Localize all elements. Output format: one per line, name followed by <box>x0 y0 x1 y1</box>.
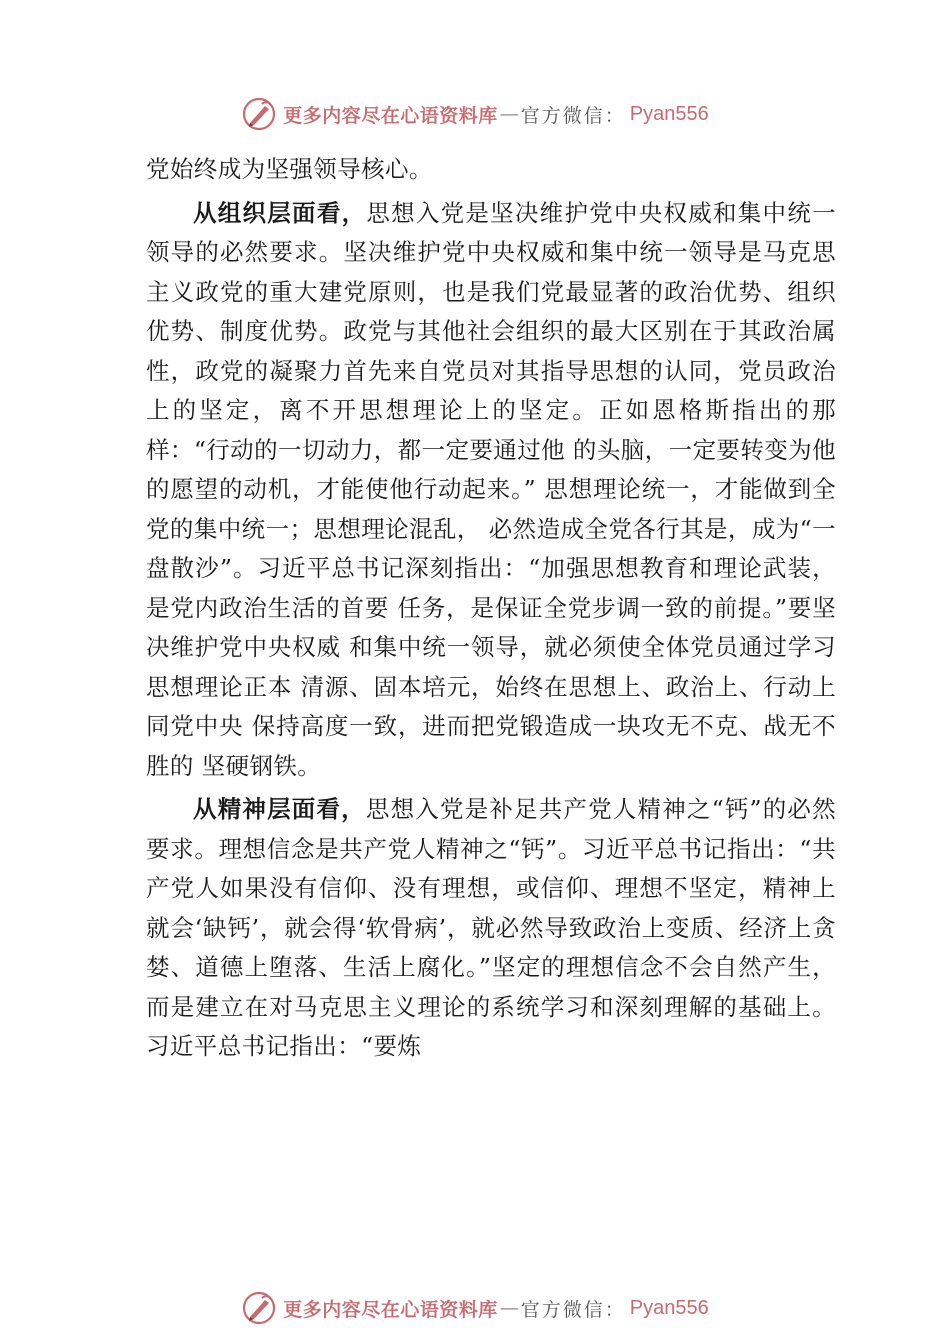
watermark-wechat-label: 官方微信： <box>520 1298 626 1321</box>
continuation-paragraph: 党始终成为坚强领导核心。 <box>146 155 433 183</box>
section-paragraph-organization <box>146 194 836 787</box>
watermark-wechat-id: Pyan556 <box>629 1296 709 1319</box>
watermark-wechat-label: 官方微信： <box>520 104 626 127</box>
watermark-dash: — <box>499 1297 519 1319</box>
watermark-brand: 更多内容尽在心语资料库 <box>283 1298 498 1321</box>
section-paragraph-spirit <box>146 790 836 1067</box>
document-body <box>146 150 836 1071</box>
pen-circle-icon <box>241 96 277 132</box>
section-body-organization: 思想入党是坚决维护党中央权威和集中统一领导的必然要求。坚决维护党中央权威和集中统一领导是马克思主义政党的重大建党原则，也是我们党最显著的政治优势、组织优势、制度优势。政党与其他社会组织的最大区别在于其政治属性，政党的凝聚力首先来自党员对其指导思想的认同，党员政治上的坚定，离不开思想理论上的坚定。正如恩格斯指出的那样：“行动的一切动力，都一定要通过他 的头脑，一定要转变为他的愿望的动机，才能使他行动起来。” 思想理论统一，才能做到全党的集中统一；思想理论混乱， 必然造成全党各行其是，成为“一盘散沙”。习近平总书记深刻指出：“加强思想教育和理论武装，是党内政治生活的首要 任务，是保证全党步调一致的前提。”要坚决维护党中央权威 和集中统一领导，就必须使全体党员通过学习思想理论正本 清源、固本培元，始终在思想上、政治上、行动上同党中央 保持高度一致，进而把党锻造成一块攻无不克、战无不胜的 坚硬钢铁。 <box>146 198 836 780</box>
watermark-dash: — <box>499 103 519 125</box>
header-watermark <box>0 92 950 136</box>
section-lead-spirit: 从精神层面看， <box>193 795 366 823</box>
section-body-spirit: 思想入党是补足共产党人精神之“钙”的必然要求。理想信念是共产党人精神之“钙”。习近平总书记指出：“共产党人如果没有信仰、没有理想，或信仰、理想不坚定，精神上就会‘缺钙’，就会得‘软骨病’，就必然导致政治上变质、经济上贪婪、道德上堕落、生活上腐化。”坚定的理想信念不会自然产生，而是建立在对马克思主义理论的系统学习和深刻理解的基础上。习近平总书记指出：“要炼 <box>146 795 836 1060</box>
watermark-brand: 更多内容尽在心语资料库 <box>283 104 498 127</box>
pen-circle-icon <box>241 1290 277 1326</box>
section-lead-organization: 从组织层面看， <box>193 198 367 227</box>
watermark-wechat-id: Pyan556 <box>629 102 709 125</box>
footer-watermark <box>0 1286 950 1330</box>
